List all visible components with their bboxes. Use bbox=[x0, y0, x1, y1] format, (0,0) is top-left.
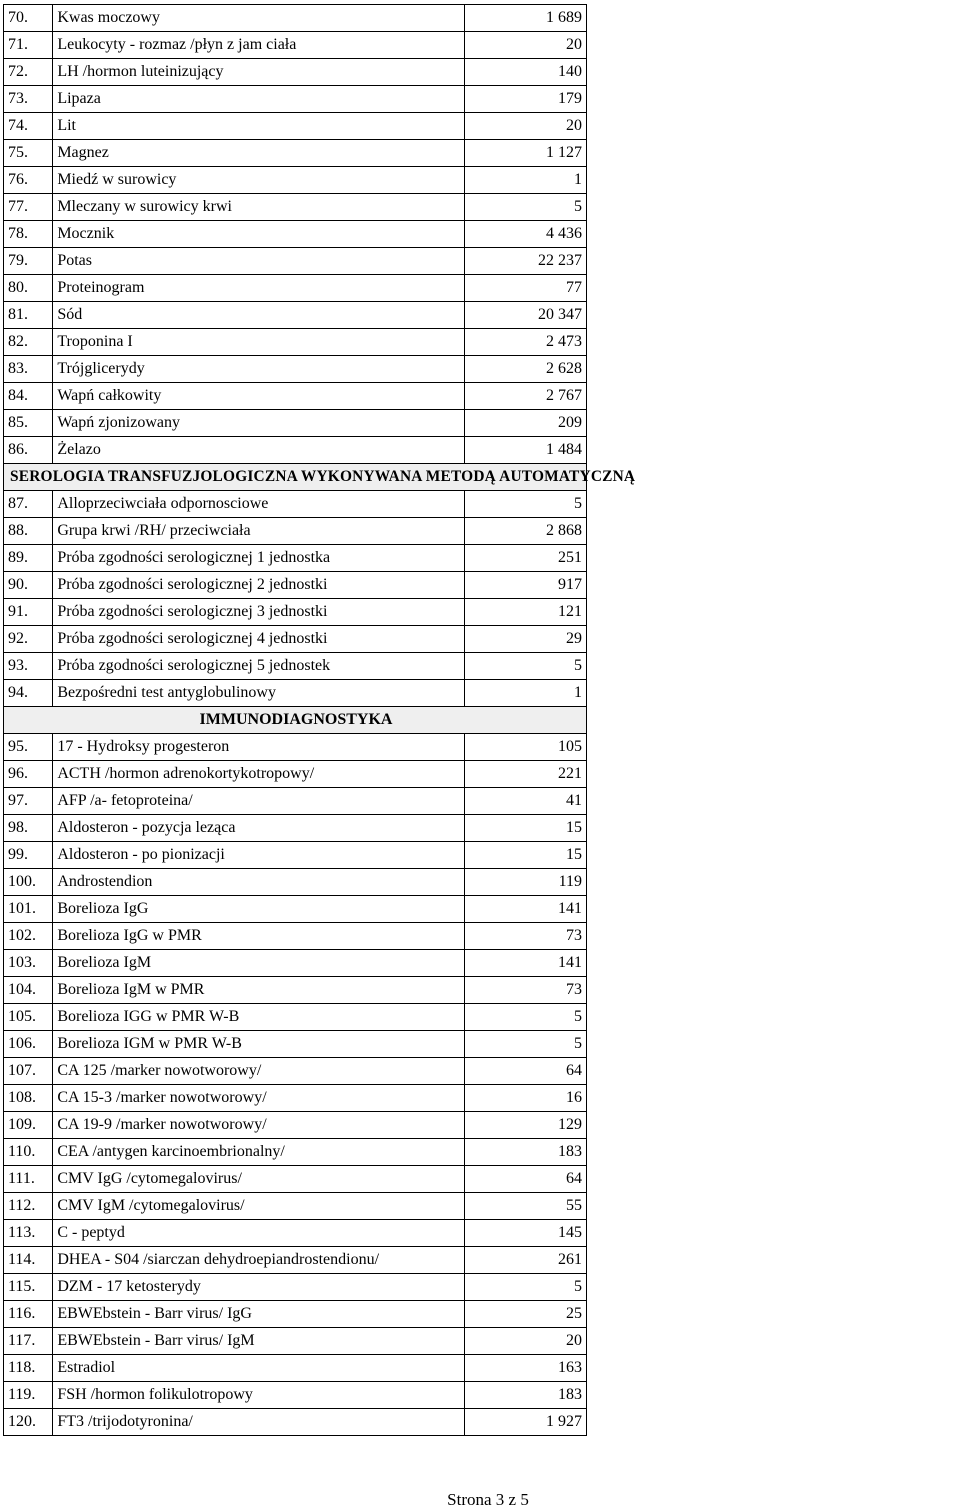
row-number: 112. bbox=[4, 1193, 53, 1220]
row-number: 100. bbox=[4, 869, 53, 896]
row-number: 80. bbox=[4, 275, 53, 302]
exam-value: 5 bbox=[465, 1274, 587, 1301]
exam-name: DHEA - S04 /siarczan dehydroepiandrostendionu/ bbox=[53, 1247, 465, 1274]
row-number: 104. bbox=[4, 977, 53, 1004]
exam-value: 4 436 bbox=[465, 221, 587, 248]
section-title: IMMUNODIAGNOSTYKA bbox=[4, 707, 587, 734]
section-title: SEROLOGIA TRANSFUZJOLOGICZNA WYKONYWANA METODĄ AUTOMATYCZNĄ bbox=[4, 464, 587, 491]
exam-value: 41 bbox=[465, 788, 587, 815]
exam-value: 64 bbox=[465, 1058, 587, 1085]
exam-name: Borelioza IgM w PMR bbox=[53, 977, 465, 1004]
table-row bbox=[4, 113, 587, 140]
exam-name: CMV IgG /cytomegalovirus/ bbox=[53, 1166, 465, 1193]
exam-name: ACTH /hormon adrenokortykotropowy/ bbox=[53, 761, 465, 788]
exam-value: 261 bbox=[465, 1247, 587, 1274]
table-row bbox=[4, 680, 587, 707]
exam-value: 29 bbox=[465, 626, 587, 653]
exam-value: 145 bbox=[465, 1220, 587, 1247]
exam-value: 141 bbox=[465, 950, 587, 977]
exam-value: 1 bbox=[465, 167, 587, 194]
exam-name: Żelazo bbox=[53, 437, 465, 464]
row-number: 108. bbox=[4, 1085, 53, 1112]
exam-name: Grupa krwi /RH/ przeciwciała bbox=[53, 518, 465, 545]
table-row bbox=[4, 1328, 587, 1355]
exam-name: Alloprzeciwciała odpornosciowe bbox=[53, 491, 465, 518]
row-number: 114. bbox=[4, 1247, 53, 1274]
row-number: 77. bbox=[4, 194, 53, 221]
row-number: 71. bbox=[4, 32, 53, 59]
table-row bbox=[4, 653, 587, 680]
exam-value: 20 347 bbox=[465, 302, 587, 329]
exam-value: 73 bbox=[465, 923, 587, 950]
row-number: 96. bbox=[4, 761, 53, 788]
row-number: 113. bbox=[4, 1220, 53, 1247]
exam-value: 2 473 bbox=[465, 329, 587, 356]
row-number: 72. bbox=[4, 59, 53, 86]
exam-value: 129 bbox=[465, 1112, 587, 1139]
exam-name: Aldosteron - pozycja leząca bbox=[53, 815, 465, 842]
exam-value: 183 bbox=[465, 1382, 587, 1409]
row-number: 86. bbox=[4, 437, 53, 464]
row-number: 101. bbox=[4, 896, 53, 923]
row-number: 85. bbox=[4, 410, 53, 437]
exam-name: Leukocyty - rozmaz /płyn z jam ciała bbox=[53, 32, 465, 59]
table-row bbox=[4, 1166, 587, 1193]
exam-price-table bbox=[3, 4, 636, 1436]
table-row bbox=[4, 599, 587, 626]
table-row bbox=[4, 572, 587, 599]
exam-name: Próba zgodności serologicznej 1 jednostka bbox=[53, 545, 465, 572]
exam-value: 105 bbox=[465, 734, 587, 761]
exam-name: Kwas moczowy bbox=[53, 5, 465, 32]
row-number: 109. bbox=[4, 1112, 53, 1139]
row-number: 76. bbox=[4, 167, 53, 194]
row-number: 79. bbox=[4, 248, 53, 275]
row-number: 120. bbox=[4, 1409, 53, 1436]
table-row bbox=[4, 1085, 587, 1112]
exam-name: CA 15-3 /marker nowotworowy/ bbox=[53, 1085, 465, 1112]
table-row bbox=[4, 518, 587, 545]
exam-name: LH /hormon luteinizujący bbox=[53, 59, 465, 86]
row-number: 82. bbox=[4, 329, 53, 356]
exam-name: Estradiol bbox=[53, 1355, 465, 1382]
row-number: 98. bbox=[4, 815, 53, 842]
exam-name: Wapń całkowity bbox=[53, 383, 465, 410]
exam-name: FT3 /trijodotyronina/ bbox=[53, 1409, 465, 1436]
exam-value: 2 628 bbox=[465, 356, 587, 383]
exam-value: 5 bbox=[465, 1004, 587, 1031]
exam-value: 5 bbox=[465, 491, 587, 518]
table-row bbox=[4, 167, 587, 194]
exam-value: 221 bbox=[465, 761, 587, 788]
exam-name: Miedź w surowicy bbox=[53, 167, 465, 194]
exam-name: Borelioza IGG w PMR W-B bbox=[53, 1004, 465, 1031]
exam-name: Magnez bbox=[53, 140, 465, 167]
table-row bbox=[4, 1355, 587, 1382]
row-number: 87. bbox=[4, 491, 53, 518]
exam-value: 2 767 bbox=[465, 383, 587, 410]
row-number: 81. bbox=[4, 302, 53, 329]
exam-name: Mocznik bbox=[53, 221, 465, 248]
row-number: 105. bbox=[4, 1004, 53, 1031]
exam-value: 5 bbox=[465, 1031, 587, 1058]
row-number: 75. bbox=[4, 140, 53, 167]
exam-name: CA 19-9 /marker nowotworowy/ bbox=[53, 1112, 465, 1139]
table-row bbox=[4, 761, 587, 788]
table-row bbox=[4, 437, 587, 464]
exam-value: 1 689 bbox=[465, 5, 587, 32]
exam-value: 25 bbox=[465, 1301, 587, 1328]
section-header-row bbox=[4, 464, 587, 491]
exam-value: 179 bbox=[465, 86, 587, 113]
exam-name: Lit bbox=[53, 113, 465, 140]
exam-name: 17 - Hydroksy progesteron bbox=[53, 734, 465, 761]
exam-value: 64 bbox=[465, 1166, 587, 1193]
row-number: 94. bbox=[4, 680, 53, 707]
table-row bbox=[4, 1382, 587, 1409]
row-number: 103. bbox=[4, 950, 53, 977]
exam-name: Próba zgodności serologicznej 4 jednostki bbox=[53, 626, 465, 653]
row-number: 99. bbox=[4, 842, 53, 869]
row-number: 95. bbox=[4, 734, 53, 761]
exam-value: 73 bbox=[465, 977, 587, 1004]
table-row bbox=[4, 410, 587, 437]
table-row bbox=[4, 491, 587, 518]
exam-name: Androstendion bbox=[53, 869, 465, 896]
exam-name: Sód bbox=[53, 302, 465, 329]
exam-value: 77 bbox=[465, 275, 587, 302]
exam-name: Wapń zjonizowany bbox=[53, 410, 465, 437]
table-row bbox=[4, 950, 587, 977]
table-row bbox=[4, 1031, 587, 1058]
exam-name: Próba zgodności serologicznej 5 jednostek bbox=[53, 653, 465, 680]
exam-value: 141 bbox=[465, 896, 587, 923]
section-header-row bbox=[4, 707, 587, 734]
table-row bbox=[4, 356, 587, 383]
exam-name: Borelioza IgG bbox=[53, 896, 465, 923]
row-number: 119. bbox=[4, 1382, 53, 1409]
exam-name: AFP /a- fetoproteina/ bbox=[53, 788, 465, 815]
row-number: 107. bbox=[4, 1058, 53, 1085]
exam-value: 1 484 bbox=[465, 437, 587, 464]
exam-value: 22 237 bbox=[465, 248, 587, 275]
exam-value: 1 bbox=[465, 680, 587, 707]
exam-value: 55 bbox=[465, 1193, 587, 1220]
exam-value: 140 bbox=[465, 59, 587, 86]
exam-value: 119 bbox=[465, 869, 587, 896]
exam-value: 15 bbox=[465, 842, 587, 869]
exam-value: 183 bbox=[465, 1139, 587, 1166]
table-row bbox=[4, 221, 587, 248]
exam-name: CMV IgM /cytomegalovirus/ bbox=[53, 1193, 465, 1220]
row-number: 97. bbox=[4, 788, 53, 815]
table-row bbox=[4, 302, 587, 329]
exam-table-body bbox=[4, 5, 636, 1436]
exam-name: Mleczany w surowicy krwi bbox=[53, 194, 465, 221]
exam-name: C - peptyd bbox=[53, 1220, 465, 1247]
exam-name: CEA /antygen karcinoembrionalny/ bbox=[53, 1139, 465, 1166]
exam-value: 1 127 bbox=[465, 140, 587, 167]
row-number: 115. bbox=[4, 1274, 53, 1301]
exam-name: Borelioza IgM bbox=[53, 950, 465, 977]
exam-name: DZM - 17 ketosterydy bbox=[53, 1274, 465, 1301]
row-number: 90. bbox=[4, 572, 53, 599]
exam-value: 20 bbox=[465, 32, 587, 59]
row-number: 110. bbox=[4, 1139, 53, 1166]
exam-name: Bezpośredni test antyglobulinowy bbox=[53, 680, 465, 707]
exam-name: Aldosteron - po pionizacji bbox=[53, 842, 465, 869]
row-number: 106. bbox=[4, 1031, 53, 1058]
exam-value: 20 bbox=[465, 1328, 587, 1355]
row-number: 70. bbox=[4, 5, 53, 32]
exam-name: Próba zgodności serologicznej 2 jednostki bbox=[53, 572, 465, 599]
row-number: 88. bbox=[4, 518, 53, 545]
table-row bbox=[4, 248, 587, 275]
exam-name: Borelioza IgG w PMR bbox=[53, 923, 465, 950]
row-number: 111. bbox=[4, 1166, 53, 1193]
exam-name: EBWEbstein - Barr virus/ IgM bbox=[53, 1328, 465, 1355]
table-row bbox=[4, 545, 587, 572]
exam-value: 251 bbox=[465, 545, 587, 572]
table-row bbox=[4, 32, 587, 59]
table-row bbox=[4, 1058, 587, 1085]
exam-value: 16 bbox=[465, 1085, 587, 1112]
exam-name: Trójglicerydy bbox=[53, 356, 465, 383]
exam-value: 917 bbox=[465, 572, 587, 599]
exam-name: Lipaza bbox=[53, 86, 465, 113]
row-number: 74. bbox=[4, 113, 53, 140]
row-number: 91. bbox=[4, 599, 53, 626]
table-row bbox=[4, 923, 587, 950]
exam-name: Próba zgodności serologicznej 3 jednostki bbox=[53, 599, 465, 626]
exam-value: 5 bbox=[465, 194, 587, 221]
exam-name: CA 125 /marker nowotworowy/ bbox=[53, 1058, 465, 1085]
row-number: 92. bbox=[4, 626, 53, 653]
table-row bbox=[4, 734, 587, 761]
exam-name: EBWEbstein - Barr virus/ IgG bbox=[53, 1301, 465, 1328]
row-number: 83. bbox=[4, 356, 53, 383]
table-row bbox=[4, 1220, 587, 1247]
table-row bbox=[4, 329, 587, 356]
table-row bbox=[4, 896, 587, 923]
row-number: 89. bbox=[4, 545, 53, 572]
exam-value: 121 bbox=[465, 599, 587, 626]
table-row bbox=[4, 59, 587, 86]
table-row bbox=[4, 275, 587, 302]
table-row bbox=[4, 842, 587, 869]
exam-value: 2 868 bbox=[465, 518, 587, 545]
exam-name: FSH /hormon folikulotropowy bbox=[53, 1382, 465, 1409]
table-row bbox=[4, 383, 587, 410]
table-row bbox=[4, 869, 587, 896]
table-row bbox=[4, 194, 587, 221]
table-row bbox=[4, 1193, 587, 1220]
table-row bbox=[4, 815, 587, 842]
row-number: 117. bbox=[4, 1328, 53, 1355]
row-number: 93. bbox=[4, 653, 53, 680]
table-row bbox=[4, 788, 587, 815]
table-row bbox=[4, 140, 587, 167]
exam-name: Borelioza IGM w PMR W-B bbox=[53, 1031, 465, 1058]
row-number: 102. bbox=[4, 923, 53, 950]
exam-value: 15 bbox=[465, 815, 587, 842]
table-row bbox=[4, 5, 587, 32]
page-number: Strona 3 z 5 bbox=[447, 1490, 529, 1509]
row-number: 84. bbox=[4, 383, 53, 410]
exam-value: 20 bbox=[465, 113, 587, 140]
table-row bbox=[4, 1301, 587, 1328]
exam-value: 163 bbox=[465, 1355, 587, 1382]
table-row bbox=[4, 1139, 587, 1166]
table-row bbox=[4, 1112, 587, 1139]
exam-value: 5 bbox=[465, 653, 587, 680]
table-row bbox=[4, 626, 587, 653]
table-row bbox=[4, 1247, 587, 1274]
table-row bbox=[4, 1274, 587, 1301]
row-number: 73. bbox=[4, 86, 53, 113]
table-row bbox=[4, 1409, 587, 1436]
exam-name: Potas bbox=[53, 248, 465, 275]
row-number: 78. bbox=[4, 221, 53, 248]
exam-value: 1 927 bbox=[465, 1409, 587, 1436]
table-row bbox=[4, 977, 587, 1004]
table-row bbox=[4, 1004, 587, 1031]
row-number: 116. bbox=[4, 1301, 53, 1328]
exam-name: Proteinogram bbox=[53, 275, 465, 302]
row-number: 118. bbox=[4, 1355, 53, 1382]
exam-name: Troponina I bbox=[53, 329, 465, 356]
exam-value: 209 bbox=[465, 410, 587, 437]
table-row bbox=[4, 86, 587, 113]
